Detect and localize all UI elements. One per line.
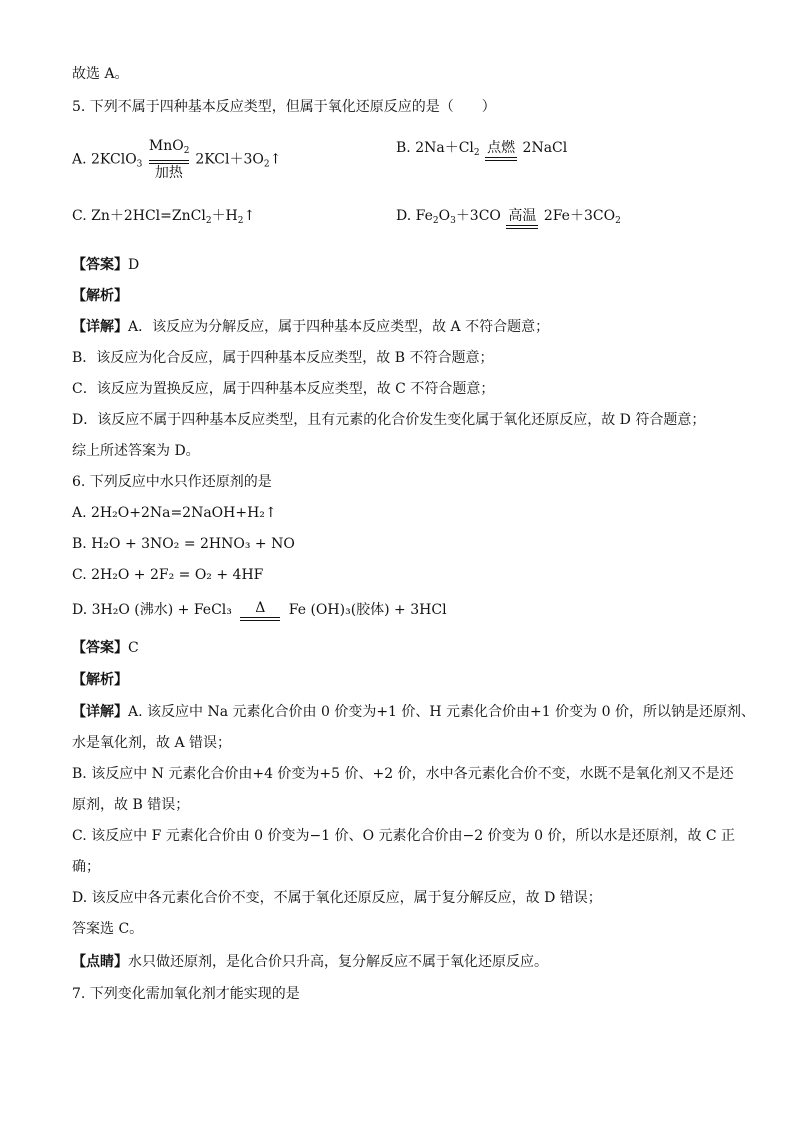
reaction-condition (506, 208, 538, 230)
detail-6c-cont: 确； (72, 859, 100, 875)
subscript: 2 (473, 148, 480, 158)
question-6: 6. 下列反应中水只作还原剂的是 (72, 474, 272, 490)
option-text: 2Fe＋3CO (543, 208, 616, 224)
option-5d (396, 206, 621, 231)
note-6 (72, 952, 548, 972)
answer-tag: 【答案】 (72, 640, 128, 656)
detail-6a (72, 702, 755, 722)
option-text: Fe (OH)₃(胶体) + 3HCl (288, 602, 447, 618)
detail-6d: D. 该反应中各元素化合价不变，不属于氧化还原反应，属于复分解反应，故 D 错误； (72, 890, 602, 906)
subscript: 2 (237, 216, 244, 226)
detail-tag: 【详解】 (72, 319, 128, 335)
condition-top: 高温 (508, 208, 537, 224)
condition-top (149, 138, 189, 159)
detail-5c: C．该反应为置换反应，属于四种基本反应类型，故 C 不符合题意； (72, 381, 495, 397)
subscript: 3 (450, 216, 456, 226)
option-text: D. Fe (396, 208, 433, 224)
question-7: 7. 下列变化需加氧化剂才能实现的是 (72, 986, 300, 1002)
answer-value: D (128, 257, 140, 273)
equals-sign (240, 617, 280, 621)
reaction-condition (485, 140, 517, 162)
detail-6a-cont: 水是氧化剂，故 A 错误； (72, 735, 232, 751)
answer-tag: 【答案】 (72, 257, 128, 273)
note-text: 水只做还原剂，是化合价只升高，复分解反应不属于氧化还原反应。 (128, 954, 548, 970)
detail-6c: C. 该反应中 F 元素化合价由 0 价变为−1 价、O 元素化合价由−2 价变为 0 价，所以水是还原剂，故 C 正 (72, 828, 736, 844)
heat-symbol: Δ (255, 600, 266, 616)
detail-text: A. 该反应中 Na 元素化合价由 0 价变为+1 价、H 元素化合价由+1 价变为 0 价，所以钠是还原剂、 (128, 704, 755, 720)
detail-text: A．该反应为分解反应，属于四种基本反应类型，故 A 不符合题意； (128, 319, 550, 335)
question-5: 5. 下列不属于四种基本反应类型，但属于氧化还原反应的是（ ） (72, 99, 496, 115)
subscript: 3 (136, 159, 143, 170)
subscript: 2 (615, 216, 621, 226)
option-6d (72, 600, 447, 622)
option-text: B. 2Na＋Cl (396, 140, 474, 156)
option-text: A. 2KClO (72, 151, 137, 168)
subscript: 2 (432, 216, 439, 226)
equals-sign (149, 160, 189, 164)
detail-tag: 【详解】 (72, 704, 128, 720)
answer-value: C (128, 640, 139, 656)
reaction-condition (240, 600, 280, 622)
answer-5 (72, 255, 139, 275)
note-tag: 【点睛】 (72, 954, 128, 970)
answer-6 (72, 638, 139, 658)
option-text: 2NaCl (522, 140, 568, 156)
option-text: ＋3CO (455, 208, 501, 224)
option-text: ＋H (211, 208, 238, 224)
detail-5a (72, 317, 549, 337)
catalyst-text: MnO (148, 138, 184, 154)
subscript: 2 (205, 216, 212, 226)
gas-arrow: ↑ (243, 208, 256, 224)
option-text: 2KCl＋3O (195, 151, 264, 168)
subscript: 2 (263, 159, 270, 170)
reaction-condition (149, 138, 189, 181)
equals-sign (485, 157, 517, 161)
summary-6: 答案选 C。 (72, 921, 144, 937)
analysis-tag: 【解析】 (72, 288, 128, 304)
text-line: 故选 A。 (72, 66, 129, 82)
option-5c (72, 206, 255, 231)
detail-5b: B．该反应为化合反应，属于四种基本反应类型，故 B 不符合题意； (72, 350, 494, 366)
detail-5d: D．该反应不属于四种基本反应类型，且有元素的化合价发生变化属于氧化还原反应，故 D 符合题意； (72, 412, 706, 428)
equals-sign (506, 225, 538, 229)
option-6b: B. H₂O + 3NO₂ = 2HNO₃ + NO (72, 536, 295, 552)
option-text: D. 3H₂O (沸水) + FeCl₃ (72, 602, 232, 618)
gas-arrow: ↑ (269, 151, 282, 168)
option-5b (396, 138, 567, 163)
detail-6b-cont: 原剂，故 B 错误； (72, 797, 190, 813)
option-text: O (438, 208, 451, 224)
detail-6b: B. 该反应中 N 元素化合价由+4 价变为+5 价、+2 价，水中各元素化合价不变，水既不是氧化剂又不是还 (72, 766, 734, 782)
summary-5: 综上所述答案为 D。 (72, 443, 200, 459)
option-text: C. Zn＋2HCl=ZnCl (72, 208, 206, 224)
subscript: 2 (183, 146, 190, 156)
option-5a (72, 138, 281, 181)
analysis-tag: 【解析】 (72, 672, 128, 688)
condition-top: 点燃 (487, 140, 516, 156)
condition-bottom: 加热 (154, 165, 183, 181)
option-6c: C. 2H₂O + 2F₂ = O₂ + 4HF (72, 567, 264, 583)
option-6a: A. 2H₂O+2Na=2NaOH+H₂↑ (72, 505, 277, 521)
